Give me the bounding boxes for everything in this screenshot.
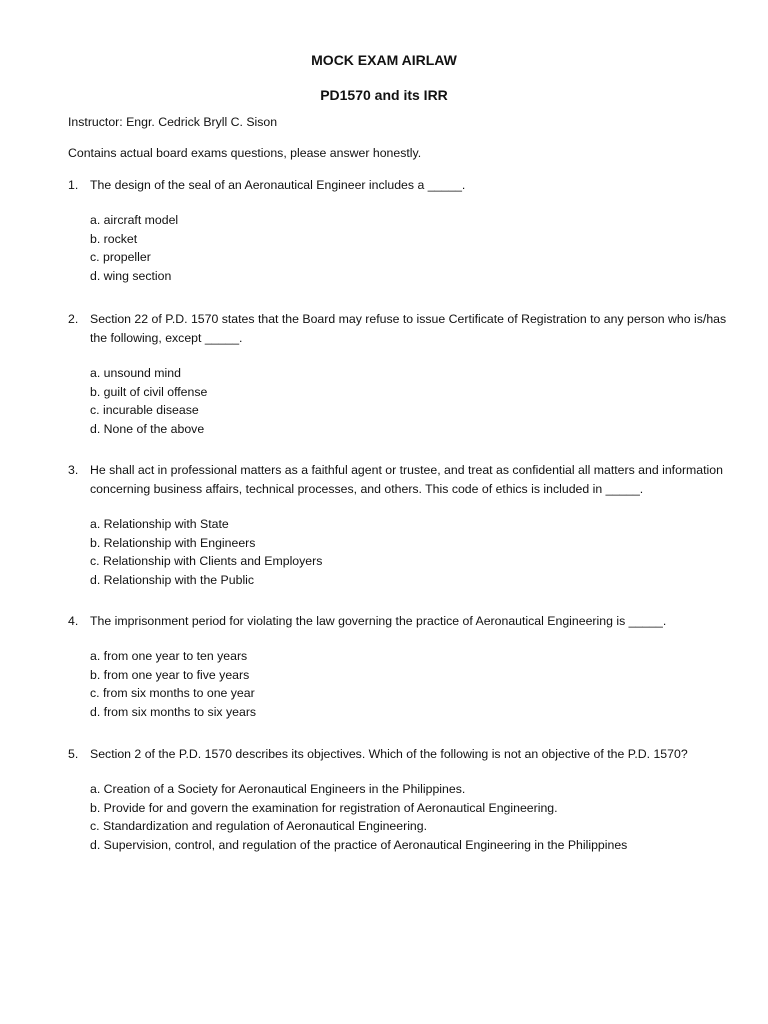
answer-options [90,211,728,286]
option-d: d. None of the above [90,422,205,437]
answer-options [90,364,728,439]
exam-note: Contains actual board exams questions, please answer honestly. [68,146,422,160]
question-text: He shall act in professional matters as a faithful agent or trustee, and treat as confidential all matters and information concerning business affairs, technical processes, and others. This code of ethics is included in _____. [90,463,723,496]
document-title: MOCK EXAM AIRLAW [311,52,457,68]
instructor-line: Instructor: Engr. Cedrick Bryll C. Sison [68,115,278,129]
option-b: b. guilt of civil offense [90,384,208,399]
option-b: b. Relationship with Engineers [90,535,256,550]
option-a: a. from one year to ten years [90,649,248,663]
question-text: The imprisonment period for violating the law governing the practice of Aeronautical Engineering is _____. [90,614,667,628]
option-c: c. from six months to one year [90,686,255,701]
document-subtitle: PD1570 and its IRR [320,87,448,103]
option-a: a. Relationship with State [90,517,229,531]
question-text: The design of the seal of an Aeronautical Engineer includes a _____. [90,178,466,192]
option-a: a. unsound mind [90,366,181,380]
question-number: 1. [68,178,79,192]
option-c: c. propeller [90,250,151,265]
answer-options [90,780,728,855]
option-b: b. rocket [90,231,138,246]
question-text: Section 22 of P.D. 1570 states that the Board may refuse to issue Certificate of Registration to any person who is/has the following, except _____. [90,312,727,345]
question-4 [68,612,728,722]
option-c: c. Standardization and regulation of Aeronautical Engineering. [90,819,428,834]
question-5 [68,745,728,855]
answer-options [90,515,728,590]
option-d: d. from six months to six years [90,705,257,720]
question-number: 5. [68,747,79,761]
question-number: 3. [68,463,79,477]
question-number: 4. [68,614,79,628]
answer-options [90,647,728,722]
option-d: d. Supervision, control, and regulation of the practice of Aeronautical Engineering in the Philippines [90,838,628,853]
option-d: d. Relationship with the Public [90,573,255,588]
option-d: d. wing section [90,269,172,284]
option-c: c. incurable disease [90,403,199,418]
question-text: Section 2 of the P.D. 1570 describes its objectives. Which of the following is not an objective of the P.D. 1570? [90,747,688,761]
option-a: a. aircraft model [90,213,179,227]
question-3 [68,461,728,590]
question-number: 2. [68,312,79,326]
question-2 [68,310,728,439]
option-a: a. Creation of a Society for Aeronautical Engineers in the Philippines. [90,782,466,796]
question-1 [68,176,728,286]
option-b: b. from one year to five years [90,667,250,682]
option-c: c. Relationship with Clients and Employers [90,554,323,569]
option-b: b. Provide for and govern the examination for registration of Aeronautical Engineering. [90,800,558,815]
